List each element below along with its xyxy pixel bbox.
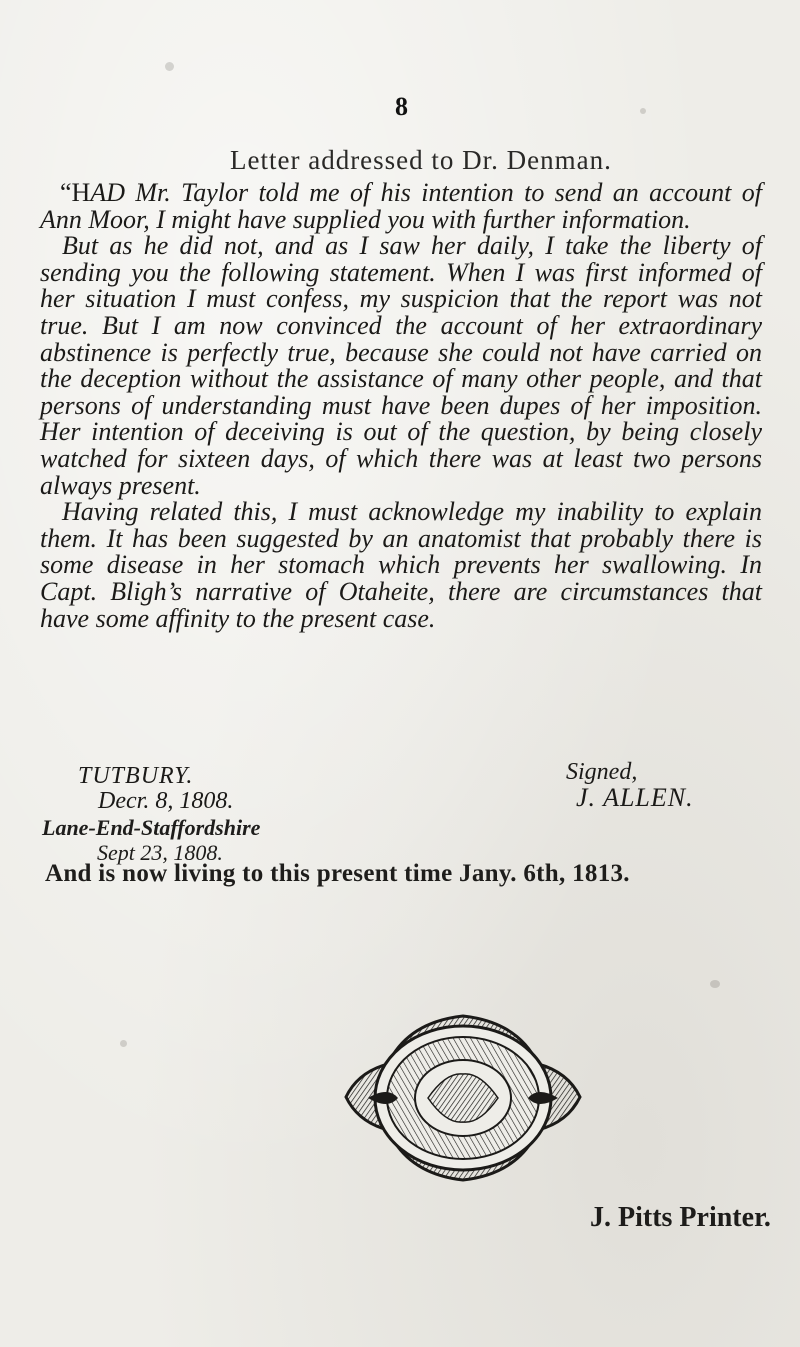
letter-paragraph-1: “HAD Mr. Taylor told me of his intention to send an account of Ann Moor, I might have supplied you with further information.: [40, 178, 762, 234]
signature-name: J. ALLEN.: [576, 783, 694, 812]
letter-body: [40, 180, 762, 632]
signed-label: Signed,: [566, 759, 638, 785]
letter-heading: Letter addressed to Dr. Denman.: [230, 145, 612, 175]
letter-paragraph-3: Having related this, I must acknowledge my inability to explain them. It has been suggested by an anatomist that probably there is some disease in her stomach which prevents her swallowing. In Capt. Bligh’s narrative of Otaheite, there are circumstances that have some affinity to the present case.: [40, 497, 762, 633]
letter-paragraph-2: But as he did not, and as I saw her daily, I take the liberty of sending you the following statement. When I was first informed of her situation I must confess, my suspicion that the report was not true. But I am now convinced the account of her extraordinary abstinence is perfectly true, because she could not have carried on the deception without the assistance of many other people, and that persons of understanding must have been dupes of her imposition. Her intention of deceiving is out of the question, by being closely watched for sixteen days, of which there was at least two persons always present.: [40, 231, 762, 500]
county-line: Lane-End-Staffordshire: [42, 815, 261, 840]
paper-speck: [710, 980, 720, 988]
living-note: And is now living to this present time Jany. 6th, 1813.: [45, 860, 630, 887]
letter-place: TUTBURY.: [78, 763, 194, 789]
county-date: Sept 23, 1808.: [97, 840, 223, 865]
page-number: 8: [395, 92, 408, 121]
paper-speck: [640, 108, 646, 114]
printer-imprint: J. Pitts Printer.: [590, 1202, 771, 1233]
paper-speck: [120, 1040, 127, 1047]
ornamental-woodcut-seal: [328, 1002, 598, 1192]
paper-speck: [165, 62, 174, 71]
letter-date: Decr. 8, 1808.: [98, 788, 234, 814]
